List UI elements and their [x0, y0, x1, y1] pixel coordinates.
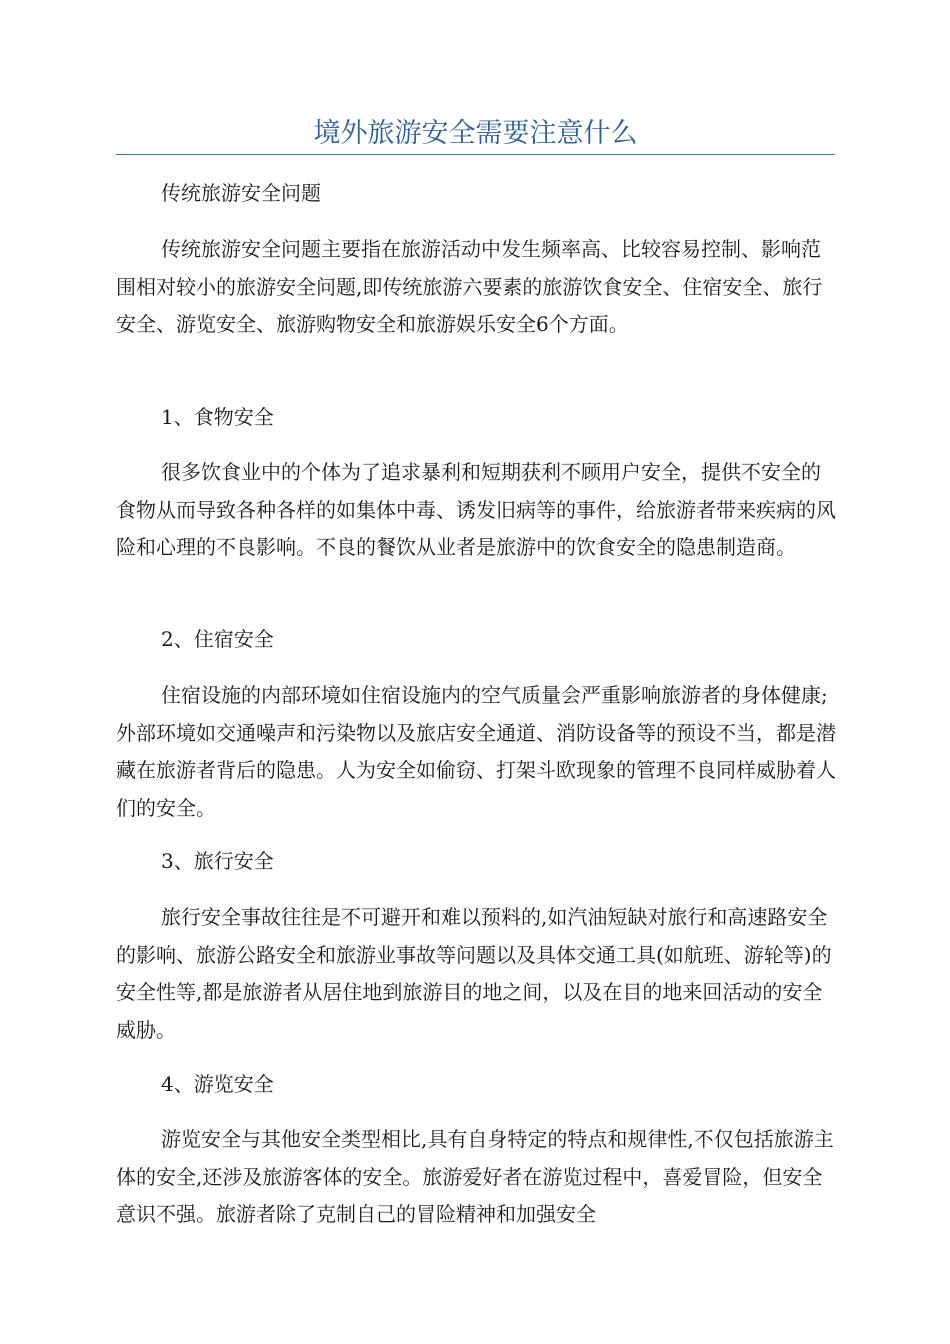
page-title: 境外旅游安全需要注意什么 — [313, 118, 638, 149]
section-heading-food: 1、食物安全 — [161, 405, 274, 429]
paragraph-traditional: 传统旅游安全问题主要指在旅游活动中发生频率高、比较容易控制、影响范围相对较小的旅游安全问题,即传统旅游六要素的旅游饮食安全、住宿安全、旅行安全、游览安全、旅游购物安全和旅游娱乐安全6个方面。 — [116, 237, 823, 336]
section-heading-lodging: 2、住宿安全 — [161, 627, 274, 651]
section-heading-sightseeing: 4、游览安全 — [161, 1072, 274, 1096]
paragraph-travel: 旅行安全事故往往是不可避开和难以预料的,如汽油短缺对旅行和高速路安全的影响、旅游公路安全和旅游业事故等问题以及具体交通工具(如航班、游轮等)的安全性等,都是旅游者从居住地到旅游目的地之间，以及在目的地来回活动的安全威胁。 — [116, 905, 832, 1042]
paragraph-food: 很多饮食业中的个体为了追求暴利和短期获利不顾用户安全，提供不安全的食物从而导致各种各样的如集体中毒、诱发旧病等的事件，给旅游者带来疾病的风险和心理的不良影响。不良的餐饮从业者是旅游中的饮食安全的隐患制造商。 — [116, 460, 836, 559]
paragraph-sightseeing: 游览安全与其他安全类型相比,具有自身特定的特点和规律性,不仅包括旅游主体的安全,还涉及旅游客体的安全。旅游爱好者在游览过程中，喜爱冒险，但安全意识不强。旅游者除了克制自己的冒险精神和加强安全 — [116, 1127, 834, 1226]
paragraph-lodging: 住宿设施的内部环境如住宿设施内的空气质量会严重影响旅游者的身体健康;外部环境如交通噪声和污染物以及旅店安全通道、消防设备等的预设不当，都是潜藏在旅游者背后的隐患。人为安全如偷窃、打架斗欧现象的管理不良同样威胁着人们的安全。 — [116, 683, 836, 820]
section-heading-traditional: 传统旅游安全问题 — [161, 181, 321, 205]
section-heading-travel: 3、旅行安全 — [161, 849, 274, 873]
title-underline — [116, 154, 835, 155]
